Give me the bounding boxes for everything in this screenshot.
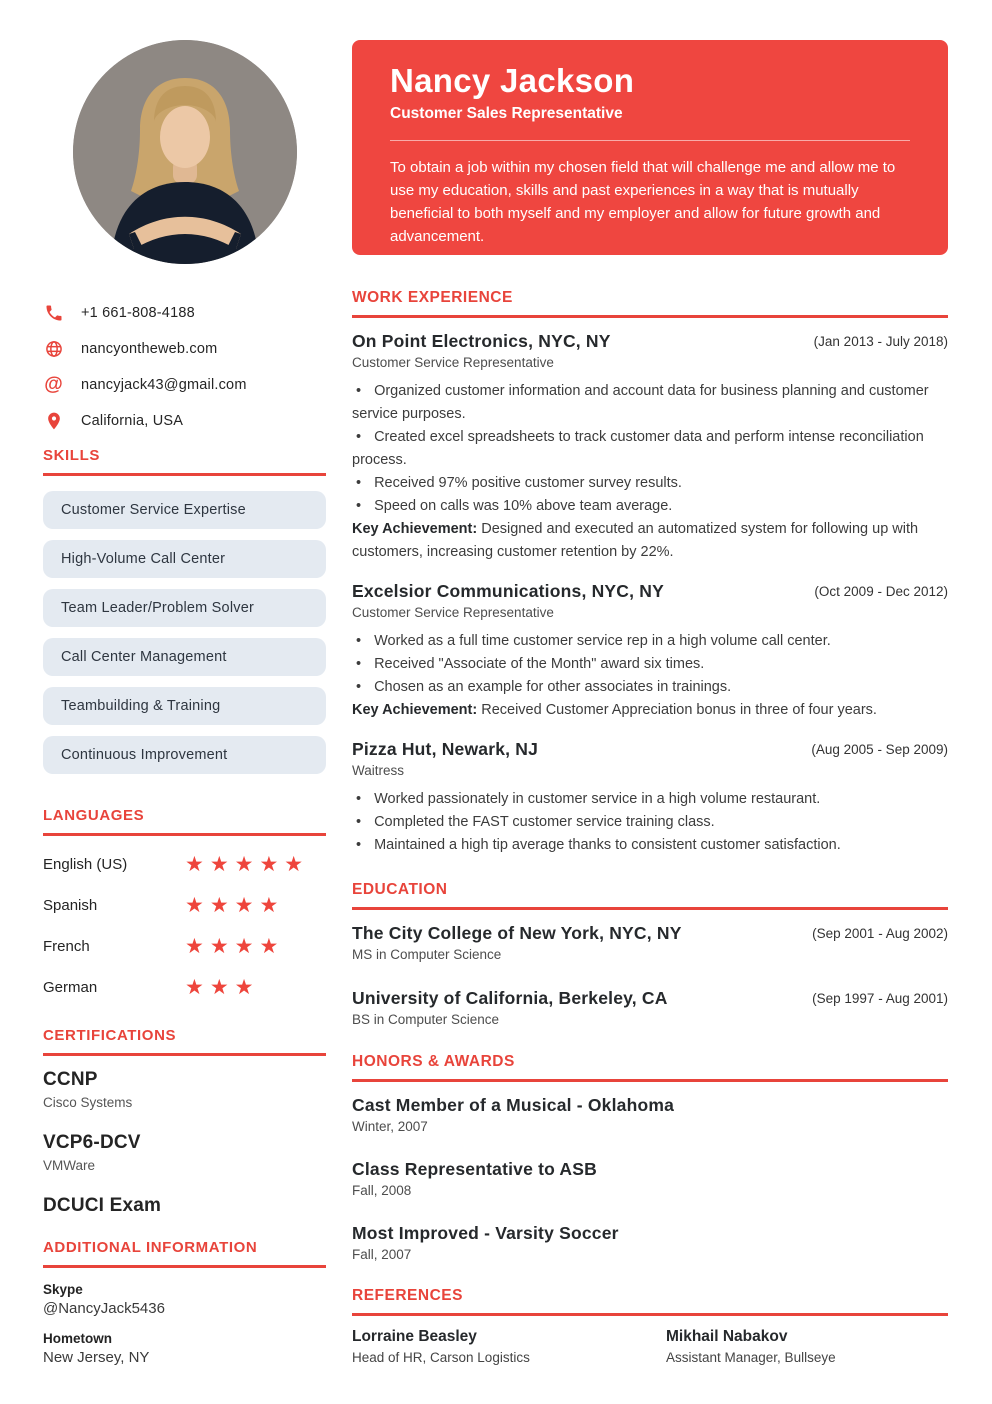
job-bullet-list: [352, 380, 948, 518]
education-dates: (Sep 2001 - Aug 2002): [812, 926, 948, 941]
job-bullet: • Chosen as an example for other associates in trainings.: [352, 676, 948, 699]
job-bullet: • Maintained a high tip average thanks to consistent customer satisfaction.: [352, 834, 948, 857]
additional-info-value: New Jersey, NY: [43, 1349, 150, 1366]
skill-pill: Continuous Improvement: [43, 736, 326, 774]
key-achievement: [352, 699, 948, 722]
hero-header: [352, 40, 948, 255]
star-rating-icons: ★★★★: [185, 893, 285, 917]
work-entry: [352, 581, 948, 722]
honor-date: Fall, 2007: [352, 1247, 412, 1262]
objective-text: To obtain a job within my chosen field that will challenge me and allow me to use my education, skills and past experiences in a way that is mutually beneficial to both myself and my employer and allow for future growth and advancement.: [390, 159, 896, 245]
contact-website: [43, 338, 326, 359]
skill-pill: High-Volume Call Center: [43, 540, 326, 578]
phone-number: +1 661-808-4188: [81, 304, 195, 321]
education-entry: [352, 988, 948, 1027]
languages-list: [43, 852, 326, 999]
job-company: On Point Electronics, NYC, NY: [352, 331, 611, 351]
job-bullet: • Worked as a full time customer service rep in a high volume call center.: [352, 630, 948, 653]
additional-info-section-title: ADDITIONAL INFORMATION: [43, 1239, 326, 1268]
language-name: French: [43, 937, 90, 955]
skill-pill: Teambuilding & Training: [43, 687, 326, 725]
contact-list: [43, 302, 326, 431]
skill-pill: Call Center Management: [43, 638, 326, 676]
job-dates: (Jan 2013 - July 2018): [813, 334, 948, 349]
location-pin-icon: [43, 410, 64, 431]
additional-info-section: [43, 1239, 326, 1366]
job-bullet-list: [352, 788, 948, 857]
key-achievement-label: Key Achievement:: [352, 521, 478, 537]
references-list: [352, 1328, 948, 1365]
honor-date: Fall, 2008: [352, 1183, 412, 1198]
job-role: Customer Service Representative: [352, 355, 554, 370]
reference-entry: [352, 1328, 666, 1365]
honor-title: Cast Member of a Musical - Oklahoma: [352, 1095, 675, 1115]
certification-name: DCUCI Exam: [43, 1195, 162, 1216]
language-name: English (US): [43, 855, 128, 873]
additional-info-label: Hometown: [43, 1331, 112, 1346]
job-bullet: • Received "Associate of the Month" award six times.: [352, 653, 948, 676]
main-column: [352, 40, 948, 1366]
section-title-work-experience: WORK EXPERIENCE: [352, 289, 948, 318]
star-rating-icons: ★★★★: [185, 934, 285, 958]
certification-name: VCP6-DCV: [43, 1132, 141, 1153]
job-bullet: • Received 97% positive customer survey results.: [352, 472, 948, 495]
skills-list: [43, 491, 326, 774]
job-role: Waitress: [352, 763, 405, 778]
star-rating-icons: ★★★★★: [185, 852, 310, 876]
language-name: German: [43, 978, 98, 996]
key-achievement: [352, 518, 948, 564]
key-achievement-text: Received Customer Appreciation bonus in three of four years.: [481, 702, 877, 718]
section-title-education: EDUCATION: [352, 881, 948, 910]
certification-org: VMWare: [43, 1158, 96, 1173]
additional-info-value: @NancyJack5436: [43, 1300, 165, 1317]
job-dates: (Aug 2005 - Sep 2009): [811, 742, 948, 757]
school-name: The City College of New York, NYC, NY: [352, 923, 682, 943]
additional-info-label: Skype: [43, 1282, 83, 1297]
language-name: Spanish: [43, 896, 98, 914]
certification-item: [43, 1195, 326, 1217]
email-address: nancyjack43@gmail.com: [81, 376, 247, 393]
honor-title: Class Representative to ASB: [352, 1159, 597, 1179]
job-bullet: • Created excel spreadsheets to track customer data and perform intense reconciliation process.: [352, 426, 948, 472]
honor-entry: [352, 1159, 948, 1198]
candidate-title: Customer Sales Representative: [390, 105, 623, 122]
at-icon: @: [44, 374, 63, 395]
job-bullet: • Speed on calls was 10% above team average.: [352, 495, 948, 518]
skill-pill: Customer Service Expertise: [43, 491, 326, 529]
language-row: [43, 934, 326, 958]
honor-title: Most Improved - Varsity Soccer: [352, 1223, 619, 1243]
education-dates: (Sep 1997 - Aug 2001): [812, 991, 948, 1006]
certifications-section: [43, 1027, 326, 1217]
reference-role: Assistant Manager, Bullseye: [666, 1350, 836, 1365]
key-achievement-text: Designed and executed an automatized system for following up with customers, increasing customer retention by 22%.: [352, 521, 919, 560]
job-bullet-list: [352, 630, 948, 699]
skills-section-title: SKILLS: [43, 447, 326, 476]
globe-icon: [43, 338, 64, 359]
certifications-section-title: CERTIFICATIONS: [43, 1027, 326, 1056]
work-entry: [352, 331, 948, 564]
avatar-illustration: [73, 40, 297, 264]
education-entry: [352, 923, 948, 962]
languages-section-title: LANGUAGES: [43, 807, 326, 836]
additional-info-item: [43, 1282, 326, 1317]
degree-name: BS in Computer Science: [352, 1012, 500, 1027]
languages-section: [43, 807, 326, 999]
work-entry: [352, 739, 948, 857]
job-bullet: • Completed the FAST customer service training class.: [352, 811, 948, 834]
reference-name: Mikhail Nabakov: [666, 1328, 788, 1345]
reference-name: Lorraine Beasley: [352, 1328, 477, 1345]
language-row: [43, 893, 326, 917]
honor-entry: [352, 1223, 948, 1262]
sidebar: [43, 40, 326, 1366]
job-company: Excelsior Communications, NYC, NY: [352, 581, 664, 601]
school-name: University of California, Berkeley, CA: [352, 988, 668, 1008]
hero-divider: [390, 140, 910, 141]
phone-icon: [43, 302, 64, 323]
job-dates: (Oct 2009 - Dec 2012): [814, 584, 948, 599]
profile-photo: [73, 40, 297, 264]
contact-phone: [43, 302, 326, 323]
language-row: [43, 852, 326, 876]
job-company: Pizza Hut, Newark, NJ: [352, 739, 539, 759]
degree-name: MS in Computer Science: [352, 947, 502, 962]
website-url: nancyontheweb.com: [81, 340, 218, 357]
reference-role: Head of HR, Carson Logistics: [352, 1350, 530, 1365]
job-bullet: • Organized customer information and account data for business planning and customer service purposes.: [352, 380, 948, 426]
key-achievement-label: Key Achievement:: [352, 702, 478, 718]
reference-entry: [666, 1328, 948, 1365]
contact-email: [43, 374, 326, 395]
certification-item: [43, 1132, 326, 1173]
star-rating-icons: ★★★: [185, 975, 260, 999]
location-text: California, USA: [81, 412, 184, 429]
job-role: Customer Service Representative: [352, 605, 554, 620]
section-title-references: REFERENCES: [352, 1287, 948, 1316]
language-row: [43, 975, 326, 999]
skill-pill: Team Leader/Problem Solver: [43, 589, 326, 627]
additional-info-item: [43, 1331, 326, 1366]
candidate-name: Nancy Jackson: [390, 62, 635, 99]
certification-name: CCNP: [43, 1069, 98, 1090]
section-title-honors-awards: HONORS & AWARDS: [352, 1053, 948, 1082]
certification-item: [43, 1069, 326, 1110]
skills-section: [43, 447, 326, 774]
contact-location: [43, 410, 326, 431]
honor-date: Winter, 2007: [352, 1119, 428, 1134]
honor-entry: [352, 1095, 948, 1134]
job-bullet: • Worked passionately in customer service in a high volume restaurant.: [352, 788, 948, 811]
certification-org: Cisco Systems: [43, 1095, 133, 1110]
